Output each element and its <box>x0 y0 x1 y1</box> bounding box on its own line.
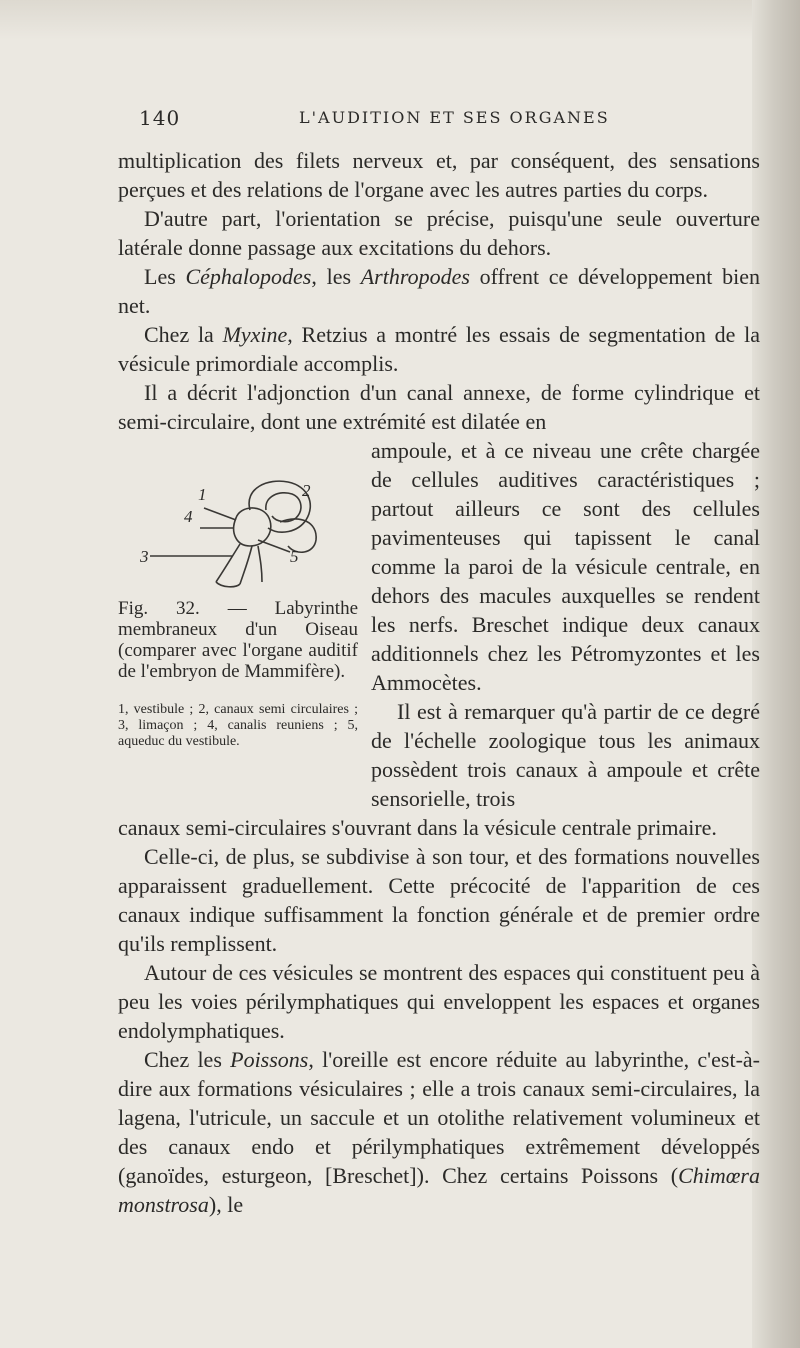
paragraph-9-italic-2: Chimœra monstrosa <box>118 1163 760 1217</box>
paragraph-3-text-b: , les <box>311 264 361 289</box>
paragraph-3 <box>118 262 760 320</box>
paragraph-3-italic-2: Arthropodes <box>360 264 470 289</box>
paragraph-5-column: ampoule, et à ce niveau une crête chargée de cellules auditives caractéristiques ; partout ailleurs ce sont des cellules pavimenteuses qui tapissent le canal comme la paroi de la vésicule centrale, en dehors des macules auxquelles se rendent les nerfs. Breschet indique deux canaux additionnels chez les Pétromyzontes et les Ammocètes. <box>371 438 760 695</box>
paragraph-9-text-c: ), le <box>208 1192 244 1217</box>
page-header <box>139 106 759 132</box>
paragraph-4-text-a: Chez la <box>144 322 223 347</box>
paragraph-9 <box>118 1045 760 1219</box>
figure-caption: Fig. 32. — Labyrinthe membraneux d'un Oiseau (comparer avec l'organe auditif de l'embryon de Mammifère). <box>118 598 358 682</box>
body-text-top <box>118 146 760 436</box>
paragraph-4 <box>118 320 760 378</box>
paragraph-6-column: Il est à remarquer qu'à partir de ce degré de l'échelle zoologique tous les animaux possèdent trois canaux à ampoule et crête sensorielle, trois <box>371 699 760 811</box>
semicircular-canal-inner <box>266 493 301 522</box>
aqueduct-line <box>258 546 262 582</box>
paragraph-3-text-c: offrent ce développement bien net. <box>118 264 761 318</box>
fig-label-5: 5 <box>290 547 299 566</box>
paragraph-1: multiplication des filets nerveux et, par conséquent, des sensations perçues et des relations de l'organe avec les autres parties du corps. <box>118 148 760 202</box>
page-number: 140 <box>139 106 181 130</box>
fig-label-4: 4 <box>184 507 193 526</box>
fig-label-2: 2 <box>302 481 311 500</box>
running-title: L'AUDITION ET SES ORGANES <box>299 108 610 127</box>
body-text-bottom <box>118 813 760 1219</box>
paragraph-8: Autour de ces vésicules se montrent des espaces qui constituent peu à peu les voies périlymphatiques qui enveloppent les espaces et organes endolymphatiques. <box>118 960 760 1043</box>
label-1-pointer <box>204 508 236 520</box>
paragraph-6-continued: canaux semi-circulaires s'ouvrant dans la vésicule centrale primaire. <box>118 815 717 840</box>
paragraph-9-text-a: Chez les <box>144 1047 231 1072</box>
paragraph-9-text-b: , l'oreille est encore réduite au labyrinthe, c'est-à-dire aux formations vésiculaires ; elle a trois canaux semi-circulaires, la lagena, l'utricule, un saccule et un otolithe relativement volumineux et des canaux endo et périlymphatiques extrêmement développés (ganoïdes, esturgeon, [Breschet]). Chez certains Poissons ( <box>118 1047 760 1188</box>
right-column-text <box>371 436 760 813</box>
paragraph-2: D'autre part, l'orientation se précise, puisqu'une seule ouverture latérale donne passage aux excitations du dehors. <box>118 206 760 260</box>
page-top-shadow <box>0 0 800 40</box>
aqueduct-pointer <box>258 540 290 552</box>
cochlea-tip <box>216 582 240 587</box>
fig-label-1: 1 <box>198 485 207 504</box>
vestibule-shape <box>234 508 271 546</box>
paragraph-4-italic: Myxine <box>222 322 288 347</box>
cochlea-duct-right <box>240 546 252 584</box>
figure-32 <box>118 466 358 822</box>
paragraph-4-text-b: , Retzius a montré les essais de segmentation de la vésicule primordiale accomplis. <box>118 322 760 376</box>
paragraph-7: Celle-ci, de plus, se subdivise à son tour, et des formations nouvelles apparaissent graduellement. Cette précocité de l'apparition de ces canaux indique suffisamment la fonction générale et de premier ordre qu'ils remplissent. <box>118 844 760 956</box>
paragraph-9-italic-1: Poissons <box>230 1047 309 1072</box>
paragraph-5-top: Il a décrit l'adjonction d'un canal annexe, de forme cylindrique et semi-circulaire, dont une extrémité est dilatée en <box>118 380 760 434</box>
cochlea-duct-left <box>216 544 240 582</box>
labyrinth-illustration <box>140 470 340 590</box>
figure-legend: 1, vestibule ; 2, canaux semi circulaires ; 3, limaçon ; 4, canalis reuniens ; 5, aqueduc du vestibule. <box>118 702 358 749</box>
fig-label-3: 3 <box>140 547 149 566</box>
paragraph-3-italic-1: Céphalopodes <box>185 264 312 289</box>
paragraph-3-text-a: Les <box>144 264 186 289</box>
